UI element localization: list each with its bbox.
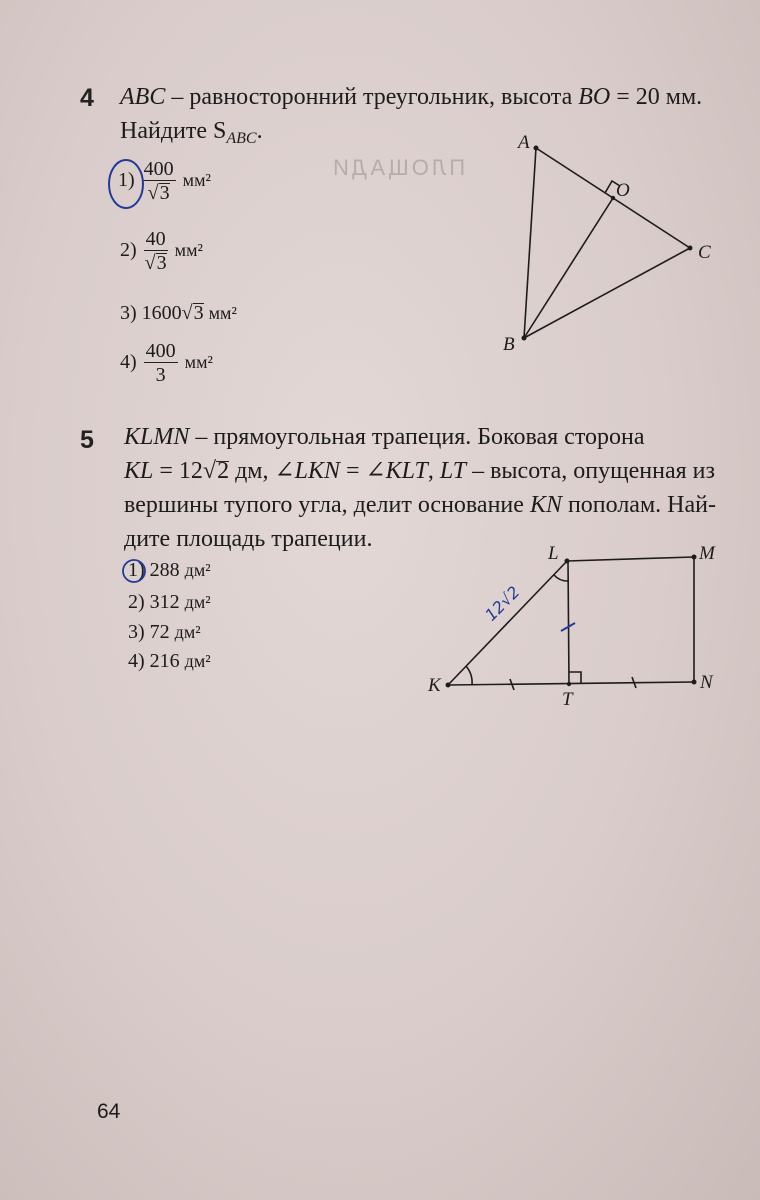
side-ab xyxy=(524,148,536,338)
right-angle-t xyxy=(569,672,581,684)
pen-circle-mark xyxy=(104,156,148,212)
label-m: M xyxy=(699,543,715,564)
base-lm xyxy=(567,557,694,561)
bleed-through-text: ПЛОЩАДИ xyxy=(330,155,466,180)
problem-5-statement: KLMN – прямоугольная трапеция. Боковая сторона KL = 12√2 дм, ∠LKN = ∠KLT, LT – высота, опущенная из вершины тупого угла, делит основание KN пополам. Най- дите площадь трапеции. xyxy=(124,424,716,552)
problem-4-number: 4 xyxy=(80,84,94,112)
problem-5-number: 5 xyxy=(80,426,94,454)
side-bc xyxy=(524,248,690,338)
problem-4-statement: ABC – равносторонний треугольник, высота BO = 20 мм. Найдите $S_{ABC}$. xyxy=(120,84,703,147)
problem-5-answer-1[interactable]: 1) 288 дм² xyxy=(128,559,211,581)
problem-4-answer-4[interactable]: 4) $\frac{400}{3}$ мм² xyxy=(120,340,213,386)
handwritten-side-length: 12√2 xyxy=(481,582,524,625)
height-lt xyxy=(568,561,569,684)
trapezoid-figure xyxy=(430,545,720,705)
label-b: B xyxy=(503,334,515,355)
problem-5-answer-3[interactable]: 3) 72 дм² xyxy=(128,621,201,643)
problem-4-answer-1[interactable]: 1) $\frac{400}{√3}$ мм² xyxy=(118,158,211,204)
label-k: K xyxy=(428,675,441,696)
triangle-figure xyxy=(500,130,720,360)
angle-k-arc xyxy=(466,666,472,685)
label-a: A xyxy=(518,132,530,153)
label-c: C xyxy=(698,242,711,263)
pen-circle-mark-5 xyxy=(119,556,149,586)
problem-4-answer-3[interactable]: 3) 1600√3 мм² xyxy=(120,302,237,324)
label-t: T xyxy=(562,689,573,710)
label-o: O xyxy=(616,180,630,201)
triangle-name: ABC xyxy=(120,84,166,110)
label-l: L xyxy=(548,543,559,564)
problem-5-answer-4[interactable]: 4) 216 дм² xyxy=(128,650,211,672)
angle-l-arc xyxy=(554,575,568,581)
problem-4-answer-2[interactable]: 2) $\frac{40}{√3}$ мм² xyxy=(120,228,203,274)
height-bo xyxy=(524,198,613,338)
label-n: N xyxy=(700,672,713,693)
problem-5-answer-2[interactable]: 2) 312 дм² xyxy=(128,591,211,613)
page-number: 64 xyxy=(97,1100,121,1123)
